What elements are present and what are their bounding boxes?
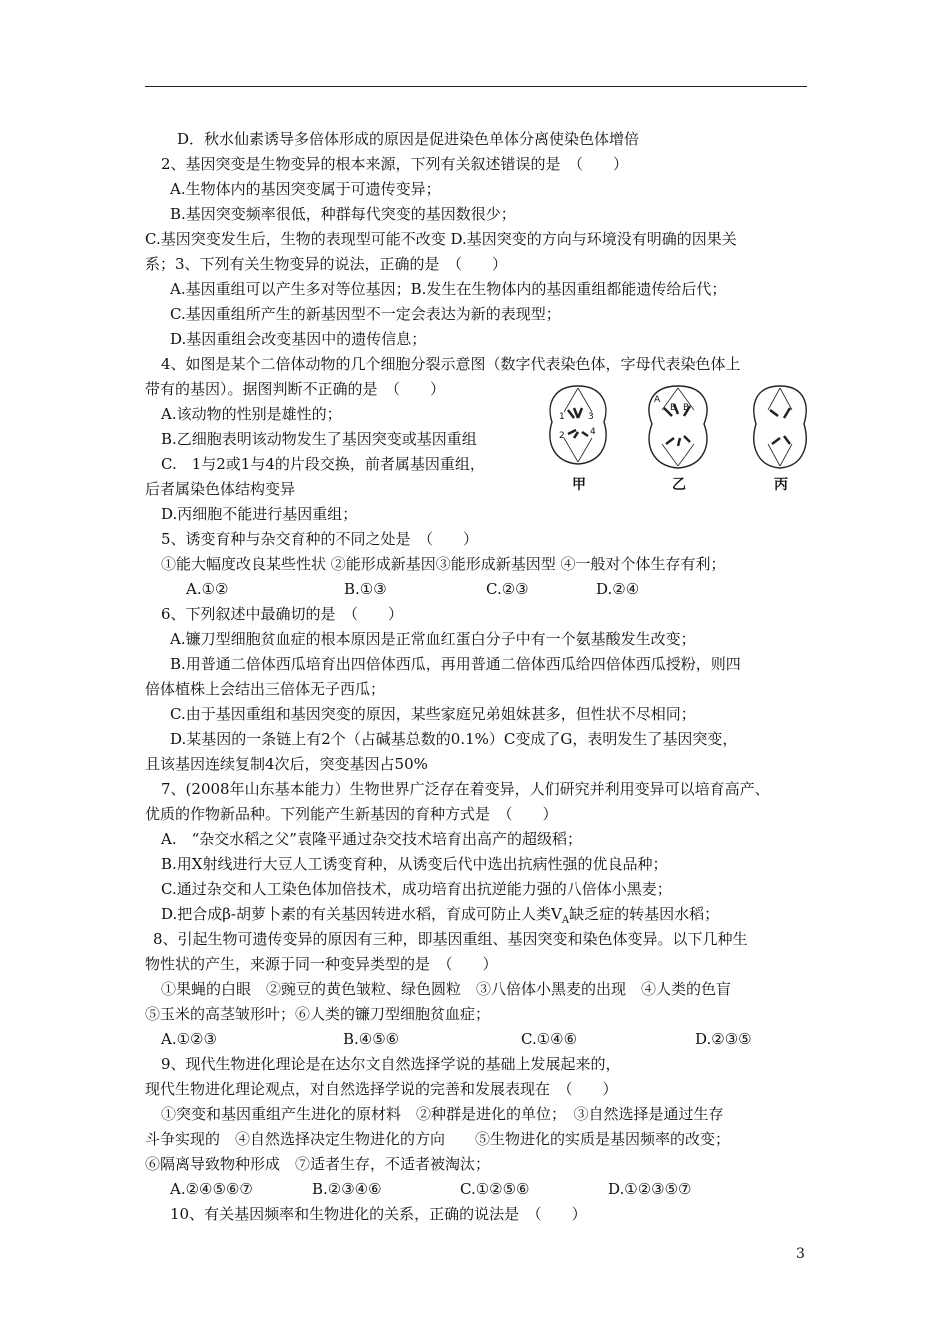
- q8-stem-2: 物性状的产生，来源于同一种变异类型的是 （ ）: [145, 955, 498, 973]
- q8-items-1: ①果蝇的白眼 ②豌豆的黄色皱粒、绿色圆粒 ③八倍体小黑麦的出现 ④人类的色盲: [161, 980, 732, 998]
- q9-stem-1: 9、现代生物进化理论是在达尔文自然选择学说的基础上发展起来的，: [161, 1055, 621, 1073]
- q2-stem: 2、基因突变是生物变异的根本来源，下列有关叙述错误的是 （ ）: [161, 155, 629, 173]
- q6-option-c: C.由于基因重组和基因突变的原因，某些家庭兄弟姐妹甚多，但性状不尽相同；: [170, 705, 696, 723]
- q6-option-d-1: D.某基因的一条链上有2个（占碱基总数的0.1%）C变成了G，表明发生了基因突变，: [170, 730, 738, 748]
- option: A.②④⑤⑥⑦: [170, 1180, 253, 1198]
- figure-label-yi: 乙: [672, 477, 686, 493]
- q5-options: [186, 579, 639, 599]
- figure-label-jia: 甲: [572, 477, 586, 493]
- q3-option-d: D.基因重组会改变基因中的遗传信息；: [170, 330, 427, 348]
- q9-options: [170, 1179, 692, 1199]
- q5-items: ①能大幅度改良某些性状 ②能形成新基因③能形成新基因型 ④一般对个体生存有利；: [161, 555, 726, 573]
- q7-option-d-text-end: 缺乏症的转基因水稻；: [569, 905, 720, 923]
- q8-items-2: ⑤玉米的高茎皱形叶；⑥人类的镰刀型细胞贫血症；: [145, 1005, 491, 1023]
- option: B.④⑤⑥: [343, 1030, 400, 1048]
- q7-option-a: A. “杂交水稻之父”袁隆平通过杂交技术培育出高产的超级稻；: [161, 830, 582, 848]
- q3-option-c: C.基因重组所产生的新基因型不一定会表达为新的表现型；: [170, 305, 561, 323]
- gene-letter: B: [683, 403, 690, 413]
- figure-label-bing: 丙: [774, 477, 788, 493]
- q3-stem: 系；3、下列有关生物变异的说法，正确的是 （ ）: [145, 255, 508, 273]
- chromosome-number: 4: [590, 427, 596, 437]
- q5-stem: 5、诱变育种与杂交育种的不同之处是 （ ）: [161, 530, 479, 548]
- q4-option-b: B.乙细胞表明该动物发生了基因突变或基因重组: [161, 430, 477, 448]
- q4-option-c-1: C. 1与2或1与4的片段交换，前者属基因重组，: [161, 455, 485, 473]
- q10-stem: 10、有关基因频率和生物进化的关系，正确的说法是 （ ）: [170, 1205, 587, 1223]
- q4-option-a: A.该动物的性别是雄性的；: [161, 405, 342, 423]
- option: B.①③: [344, 580, 387, 598]
- q3-option-ab: A.基因重组可以产生多对等位基因；B.发生在生物体内的基因重组都能遗传给后代；: [170, 280, 727, 298]
- option: C.①④⑥: [521, 1030, 578, 1048]
- gene-letter: A: [654, 395, 661, 405]
- q7-option-d-text: D.把合成β-胡萝卜素的有关基因转进水稻，育成可防止人类V: [161, 905, 562, 923]
- option: D.①②③⑤⑦: [608, 1180, 692, 1198]
- page-number: 3: [796, 1246, 805, 1262]
- q4-stem-1: 4、如图是某个二倍体动物的几个细胞分裂示意图（数字代表染色体，字母代表染色体上: [161, 355, 741, 373]
- q2-option-b: B.基因突变频率很低，种群每代突变的基因数很少；: [170, 205, 516, 223]
- q9-items-3: ⑥隔离导致物种形成 ⑦适者生存，不适者被淘汰；: [145, 1155, 491, 1173]
- q7-stem-1: 7、(2008年山东基本能力）生物世界广泛存在着变异，人们研究并利用变异可以培育高产、: [161, 780, 770, 798]
- chromosome-number: 1: [559, 412, 565, 422]
- q7-option-b: B.用X射线进行大豆人工诱变育种，从诱变后代中选出抗病性强的优良品种；: [161, 855, 668, 873]
- option: C.①②⑤⑥: [460, 1180, 530, 1198]
- option: A.①②: [186, 580, 229, 598]
- q2-option-a: A.生物体内的基因突变属于可遗传变异；: [170, 180, 441, 198]
- gene-letter: B: [670, 403, 677, 413]
- option: A.①②③: [161, 1030, 217, 1048]
- q6-option-b-1: B.用普通二倍体西瓜培育出四倍体西瓜，再用普通二倍体西瓜给四倍体西瓜授粉，则四: [170, 655, 741, 673]
- q1-option-d: D．秋水仙素诱导多倍体形成的原因是促进染色单体分离使染色体增倍: [177, 130, 640, 148]
- q8-options: [161, 1029, 752, 1049]
- vitamin-subscript: A: [561, 915, 570, 926]
- cell-bing: [754, 386, 806, 468]
- q6-stem: 6、下列叙述中最确切的是 （ ）: [161, 605, 404, 623]
- q4-option-c-2: 后者属染色体结构变异: [145, 480, 296, 498]
- option: B.②③④⑥: [312, 1180, 382, 1198]
- q9-items-2: 斗争实现的 ④自然选择决定生物进化的方向 ⑤生物进化的实质是基因频率的改变；: [145, 1130, 731, 1148]
- chromosome-number: 3: [588, 412, 594, 422]
- q8-stem-1: 8、引起生物可遗传变异的原因有三种，即基因重组、基因突变和染色体变异。以下几种生: [153, 930, 748, 948]
- q2-option-cd: C.基因突变发生后，生物的表现型可能不改变 D.基因突变的方向与环境没有明确的因果关: [145, 230, 737, 248]
- chromosome-number: 2: [559, 431, 565, 441]
- option: D.②④: [596, 580, 640, 598]
- q6-option-d-2: 且该基因连续复制4次后，突变基因占50%: [145, 755, 428, 773]
- q7-option-c: C.通过杂交和人工染色体加倍技术，成功培育出抗逆能力强的八倍体小黑麦；: [161, 880, 672, 898]
- q9-items-1: ①突变和基因重组产生进化的原材料 ②种群是进化的单位； ③自然选择是通过生存: [161, 1105, 724, 1123]
- q9-stem-2: 现代生物进化理论观点，对自然选择学说的完善和发展表现在 （ ）: [145, 1080, 618, 1098]
- cell-jia: [550, 386, 606, 464]
- q4-stem-2: 带有的基因）。据图判断不正确的是 （ ）: [145, 380, 446, 398]
- option: D.②③⑤: [695, 1030, 752, 1048]
- q6-option-b-2: 倍体植株上会结出三倍体无子西瓜；: [145, 680, 386, 698]
- q6-option-a: A.镰刀型细胞贫血症的根本原因是正常血红蛋白分子中有一个氨基酸发生改变；: [170, 630, 696, 648]
- header-rule: [145, 86, 807, 87]
- option: C.②③: [486, 580, 529, 598]
- q4-option-d: D.丙细胞不能进行基因重组；: [161, 505, 358, 523]
- q7-stem-2: 优质的作物新品种。下列能产生新基因的育种方式是 （ ）: [145, 805, 558, 823]
- q7-option-d: [161, 904, 719, 931]
